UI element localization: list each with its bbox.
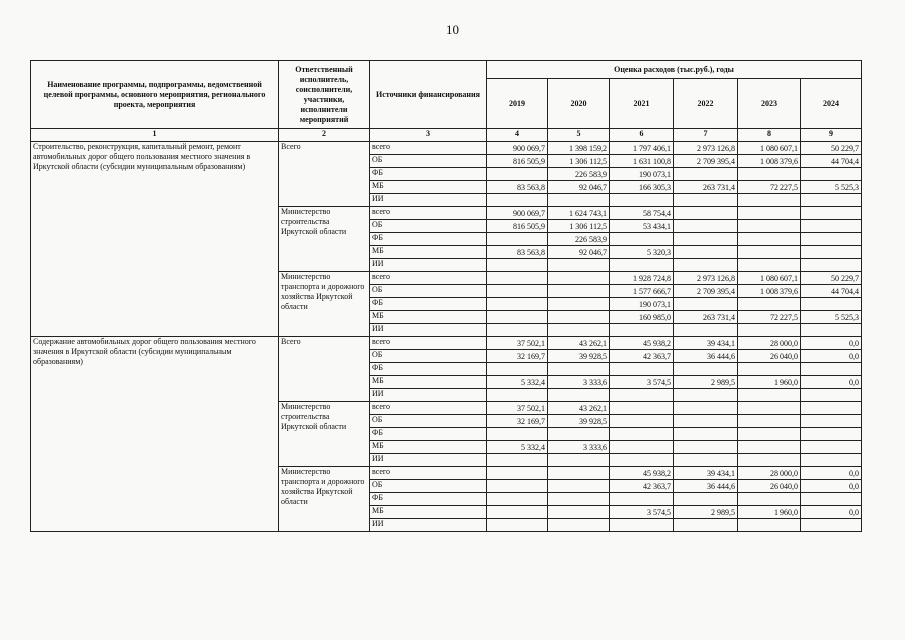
- column-index: 2: [279, 129, 370, 142]
- amount-2019: [487, 272, 548, 285]
- amount-2019: 83 563,8: [487, 181, 548, 194]
- funding-source: МБ: [370, 181, 487, 194]
- amount-2020: 3 333,6: [548, 441, 610, 454]
- amount-2022: [674, 233, 738, 246]
- amount-2021: [610, 493, 674, 506]
- amount-2020: [548, 389, 610, 402]
- amount-2020: 3 333,6: [548, 376, 610, 389]
- amount-2023: [738, 207, 801, 220]
- amount-2023: 72 227,5: [738, 181, 801, 194]
- amount-2024: 50 229,7: [801, 272, 862, 285]
- amount-2023: 1 008 379,6: [738, 155, 801, 168]
- amount-2022: 263 731,4: [674, 311, 738, 324]
- amount-2022: 2 709 395,4: [674, 155, 738, 168]
- amount-2022: 36 444,6: [674, 480, 738, 493]
- funding-source: ОБ: [370, 285, 487, 298]
- amount-2024: [801, 233, 862, 246]
- table-row: [31, 142, 862, 155]
- header-year-2019: 2019: [487, 79, 548, 129]
- amount-2021: 1 928 724,8: [610, 272, 674, 285]
- amount-2020: [548, 480, 610, 493]
- responsible-executor: Министерство строительства Иркутской области: [279, 207, 370, 272]
- amount-2019: [487, 467, 548, 480]
- amount-2021: 3 574,5: [610, 506, 674, 519]
- amount-2024: 0,0: [801, 376, 862, 389]
- amount-2022: 39 434,1: [674, 467, 738, 480]
- amount-2019: 5 332,4: [487, 441, 548, 454]
- funding-source: ИИ: [370, 194, 487, 207]
- header-year-2021: 2021: [610, 79, 674, 129]
- amount-2019: [487, 259, 548, 272]
- amount-2022: [674, 402, 738, 415]
- amount-2021: 1 577 666,7: [610, 285, 674, 298]
- funding-source: всего: [370, 272, 487, 285]
- column-index: 1: [31, 129, 279, 142]
- amount-2019: 83 563,8: [487, 246, 548, 259]
- amount-2020: 1 306 112,5: [548, 155, 610, 168]
- amount-2021: [610, 415, 674, 428]
- amount-2021: [610, 363, 674, 376]
- table-row: [31, 337, 862, 350]
- expenditure-table: [30, 60, 862, 532]
- header-year-2023: 2023: [738, 79, 801, 129]
- amount-2020: [548, 467, 610, 480]
- amount-2024: [801, 220, 862, 233]
- amount-2023: 1 080 607,1: [738, 272, 801, 285]
- funding-source: ИИ: [370, 324, 487, 337]
- amount-2024: [801, 493, 862, 506]
- amount-2022: [674, 389, 738, 402]
- amount-2024: [801, 259, 862, 272]
- amount-2023: 28 000,0: [738, 467, 801, 480]
- amount-2021: [610, 233, 674, 246]
- header-year-2022: 2022: [674, 79, 738, 129]
- header-responsible: Ответственный исполнитель, соисполнители, участники, исполнители мероприятий: [279, 61, 370, 129]
- amount-2020: [548, 259, 610, 272]
- responsible-executor: Министерство строительства Иркутской области: [279, 402, 370, 467]
- amount-2020: 226 583,9: [548, 233, 610, 246]
- amount-2023: 1 960,0: [738, 506, 801, 519]
- amount-2023: [738, 194, 801, 207]
- amount-2023: [738, 402, 801, 415]
- amount-2021: [610, 428, 674, 441]
- page-number: 10: [446, 22, 459, 37]
- activity-name: Строительство, реконструкция, капитальный ремонт, ремонт автомобильных дорог общего пользования местного значения в Иркутской области (субсидии муниципальным образованиям): [31, 142, 279, 337]
- amount-2020: [548, 311, 610, 324]
- amount-2020: 39 928,5: [548, 350, 610, 363]
- amount-2019: [487, 428, 548, 441]
- amount-2020: 39 928,5: [548, 415, 610, 428]
- amount-2021: 5 320,3: [610, 246, 674, 259]
- column-index: 4: [487, 129, 548, 142]
- amount-2019: [487, 285, 548, 298]
- amount-2021: 1 797 406,1: [610, 142, 674, 155]
- amount-2023: [738, 298, 801, 311]
- amount-2021: [610, 441, 674, 454]
- funding-source: ОБ: [370, 415, 487, 428]
- amount-2021: [610, 389, 674, 402]
- header-year-2020: 2020: [548, 79, 610, 129]
- funding-source: ФБ: [370, 298, 487, 311]
- amount-2022: [674, 441, 738, 454]
- amount-2022: 2 989,5: [674, 506, 738, 519]
- amount-2019: [487, 480, 548, 493]
- amount-2019: [487, 324, 548, 337]
- funding-source: ИИ: [370, 454, 487, 467]
- funding-source: всего: [370, 142, 487, 155]
- responsible-executor: Всего: [279, 337, 370, 402]
- funding-source: ОБ: [370, 480, 487, 493]
- amount-2023: [738, 363, 801, 376]
- amount-2020: [548, 519, 610, 532]
- funding-source: ФБ: [370, 493, 487, 506]
- funding-source: ИИ: [370, 259, 487, 272]
- funding-source: ОБ: [370, 220, 487, 233]
- amount-2021: 3 574,5: [610, 376, 674, 389]
- amount-2021: 190 073,1: [610, 298, 674, 311]
- amount-2020: 43 262,1: [548, 337, 610, 350]
- amount-2020: [548, 272, 610, 285]
- funding-source: МБ: [370, 246, 487, 259]
- amount-2024: [801, 298, 862, 311]
- amount-2023: [738, 454, 801, 467]
- amount-2019: [487, 311, 548, 324]
- amount-2021: 42 363,7: [610, 480, 674, 493]
- amount-2020: 43 262,1: [548, 402, 610, 415]
- amount-2019: 900 069,7: [487, 142, 548, 155]
- funding-source: МБ: [370, 376, 487, 389]
- amount-2022: [674, 220, 738, 233]
- amount-2023: 26 040,0: [738, 480, 801, 493]
- amount-2021: [610, 259, 674, 272]
- amount-2023: 26 040,0: [738, 350, 801, 363]
- amount-2021: 190 073,1: [610, 168, 674, 181]
- funding-source: ОБ: [370, 350, 487, 363]
- amount-2019: [487, 363, 548, 376]
- funding-source: ИИ: [370, 519, 487, 532]
- amount-2019: 32 169,7: [487, 350, 548, 363]
- amount-2023: [738, 428, 801, 441]
- amount-2024: 0,0: [801, 480, 862, 493]
- amount-2023: [738, 441, 801, 454]
- funding-source: всего: [370, 207, 487, 220]
- amount-2023: 72 227,5: [738, 311, 801, 324]
- amount-2020: [548, 493, 610, 506]
- funding-source: МБ: [370, 506, 487, 519]
- amount-2024: [801, 194, 862, 207]
- amount-2024: [801, 519, 862, 532]
- amount-2019: 816 505,9: [487, 155, 548, 168]
- amount-2022: [674, 168, 738, 181]
- funding-source: МБ: [370, 311, 487, 324]
- funding-source: ОБ: [370, 155, 487, 168]
- amount-2019: [487, 389, 548, 402]
- amount-2021: 160 985,0: [610, 311, 674, 324]
- amount-2021: 45 938,2: [610, 337, 674, 350]
- header-estimate: Оценка расходов (тыс.руб.), годы: [487, 61, 862, 79]
- activity-name: Содержание автомобильных дорог общего пользования местного значения в Иркутской области (субсидии муниципальным образованиям): [31, 337, 279, 532]
- amount-2023: 1 008 379,6: [738, 285, 801, 298]
- amount-2019: [487, 519, 548, 532]
- amount-2023: [738, 168, 801, 181]
- amount-2022: 36 444,6: [674, 350, 738, 363]
- amount-2024: 5 525,3: [801, 181, 862, 194]
- amount-2022: [674, 298, 738, 311]
- header-year-2024: 2024: [801, 79, 862, 129]
- amount-2023: [738, 389, 801, 402]
- amount-2022: [674, 259, 738, 272]
- amount-2019: [487, 298, 548, 311]
- amount-2019: [487, 233, 548, 246]
- amount-2024: 50 229,7: [801, 142, 862, 155]
- amount-2021: 58 754,4: [610, 207, 674, 220]
- amount-2022: 2 989,5: [674, 376, 738, 389]
- amount-2020: [548, 506, 610, 519]
- funding-source: ФБ: [370, 363, 487, 376]
- funding-source: ФБ: [370, 233, 487, 246]
- amount-2022: [674, 194, 738, 207]
- amount-2020: 92 046,7: [548, 246, 610, 259]
- amount-2023: [738, 415, 801, 428]
- column-index: 5: [548, 129, 610, 142]
- amount-2019: [487, 493, 548, 506]
- amount-2019: [487, 454, 548, 467]
- amount-2019: 900 069,7: [487, 207, 548, 220]
- amount-2019: 37 502,1: [487, 337, 548, 350]
- amount-2019: [487, 194, 548, 207]
- amount-2020: [548, 285, 610, 298]
- amount-2023: [738, 220, 801, 233]
- funding-source: ФБ: [370, 428, 487, 441]
- amount-2024: 0,0: [801, 506, 862, 519]
- funding-source: всего: [370, 402, 487, 415]
- amount-2024: [801, 441, 862, 454]
- amount-2021: [610, 519, 674, 532]
- amount-2023: [738, 324, 801, 337]
- funding-source: ФБ: [370, 168, 487, 181]
- amount-2020: [548, 194, 610, 207]
- column-index: 7: [674, 129, 738, 142]
- amount-2022: [674, 519, 738, 532]
- amount-2021: [610, 324, 674, 337]
- amount-2024: 44 704,4: [801, 155, 862, 168]
- amount-2022: [674, 207, 738, 220]
- amount-2022: 263 731,4: [674, 181, 738, 194]
- amount-2019: 37 502,1: [487, 402, 548, 415]
- amount-2024: [801, 207, 862, 220]
- amount-2022: 2 709 395,4: [674, 285, 738, 298]
- amount-2023: 1 080 607,1: [738, 142, 801, 155]
- amount-2023: [738, 259, 801, 272]
- amount-2020: [548, 454, 610, 467]
- amount-2021: 53 434,1: [610, 220, 674, 233]
- amount-2021: [610, 194, 674, 207]
- amount-2022: [674, 246, 738, 259]
- funding-source: всего: [370, 467, 487, 480]
- amount-2024: 5 525,3: [801, 311, 862, 324]
- amount-2020: [548, 428, 610, 441]
- amount-2021: 166 305,3: [610, 181, 674, 194]
- amount-2022: 39 434,1: [674, 337, 738, 350]
- amount-2024: 0,0: [801, 350, 862, 363]
- funding-source: всего: [370, 337, 487, 350]
- amount-2021: [610, 402, 674, 415]
- amount-2022: 2 973 126,8: [674, 272, 738, 285]
- amount-2024: 0,0: [801, 467, 862, 480]
- amount-2022: 2 973 126,8: [674, 142, 738, 155]
- responsible-executor: Министерство транспорта и дорожного хозяйства Иркутской области: [279, 272, 370, 337]
- amount-2023: [738, 493, 801, 506]
- amount-2024: [801, 363, 862, 376]
- amount-2019: 5 332,4: [487, 376, 548, 389]
- amount-2020: [548, 298, 610, 311]
- amount-2022: [674, 454, 738, 467]
- column-index: 9: [801, 129, 862, 142]
- column-index: 8: [738, 129, 801, 142]
- amount-2024: [801, 168, 862, 181]
- amount-2024: [801, 389, 862, 402]
- responsible-executor: Всего: [279, 142, 370, 207]
- amount-2020: 226 583,9: [548, 168, 610, 181]
- amount-2023: 1 960,0: [738, 376, 801, 389]
- funding-source: ИИ: [370, 389, 487, 402]
- amount-2019: 32 169,7: [487, 415, 548, 428]
- header-name: Наименование программы, подпрограммы, ведомственной целевой программы, основного мероприятия, регионального проекта, мероприятия: [31, 61, 279, 129]
- column-index: 6: [610, 129, 674, 142]
- responsible-executor: Министерство транспорта и дорожного хозяйства Иркутской области: [279, 467, 370, 532]
- amount-2021: 45 938,2: [610, 467, 674, 480]
- amount-2024: [801, 246, 862, 259]
- amount-2023: [738, 246, 801, 259]
- amount-2020: 1 306 112,5: [548, 220, 610, 233]
- amount-2024: [801, 454, 862, 467]
- amount-2024: [801, 402, 862, 415]
- amount-2022: [674, 324, 738, 337]
- amount-2023: [738, 519, 801, 532]
- amount-2020: 1 398 159,2: [548, 142, 610, 155]
- amount-2021: 1 631 100,8: [610, 155, 674, 168]
- amount-2019: [487, 168, 548, 181]
- amount-2022: [674, 428, 738, 441]
- amount-2024: [801, 428, 862, 441]
- amount-2021: [610, 454, 674, 467]
- amount-2024: [801, 324, 862, 337]
- amount-2022: [674, 363, 738, 376]
- amount-2020: [548, 363, 610, 376]
- amount-2020: 1 624 743,1: [548, 207, 610, 220]
- amount-2021: 42 363,7: [610, 350, 674, 363]
- amount-2023: 28 000,0: [738, 337, 801, 350]
- amount-2019: 816 505,9: [487, 220, 548, 233]
- funding-source: МБ: [370, 441, 487, 454]
- amount-2019: [487, 506, 548, 519]
- amount-2024: 0,0: [801, 337, 862, 350]
- amount-2022: [674, 415, 738, 428]
- amount-2020: 92 046,7: [548, 181, 610, 194]
- amount-2023: [738, 233, 801, 246]
- amount-2024: [801, 415, 862, 428]
- amount-2022: [674, 493, 738, 506]
- amount-2020: [548, 324, 610, 337]
- column-index: 3: [370, 129, 487, 142]
- header-sources: Источники финансирования: [370, 61, 487, 129]
- amount-2024: 44 704,4: [801, 285, 862, 298]
